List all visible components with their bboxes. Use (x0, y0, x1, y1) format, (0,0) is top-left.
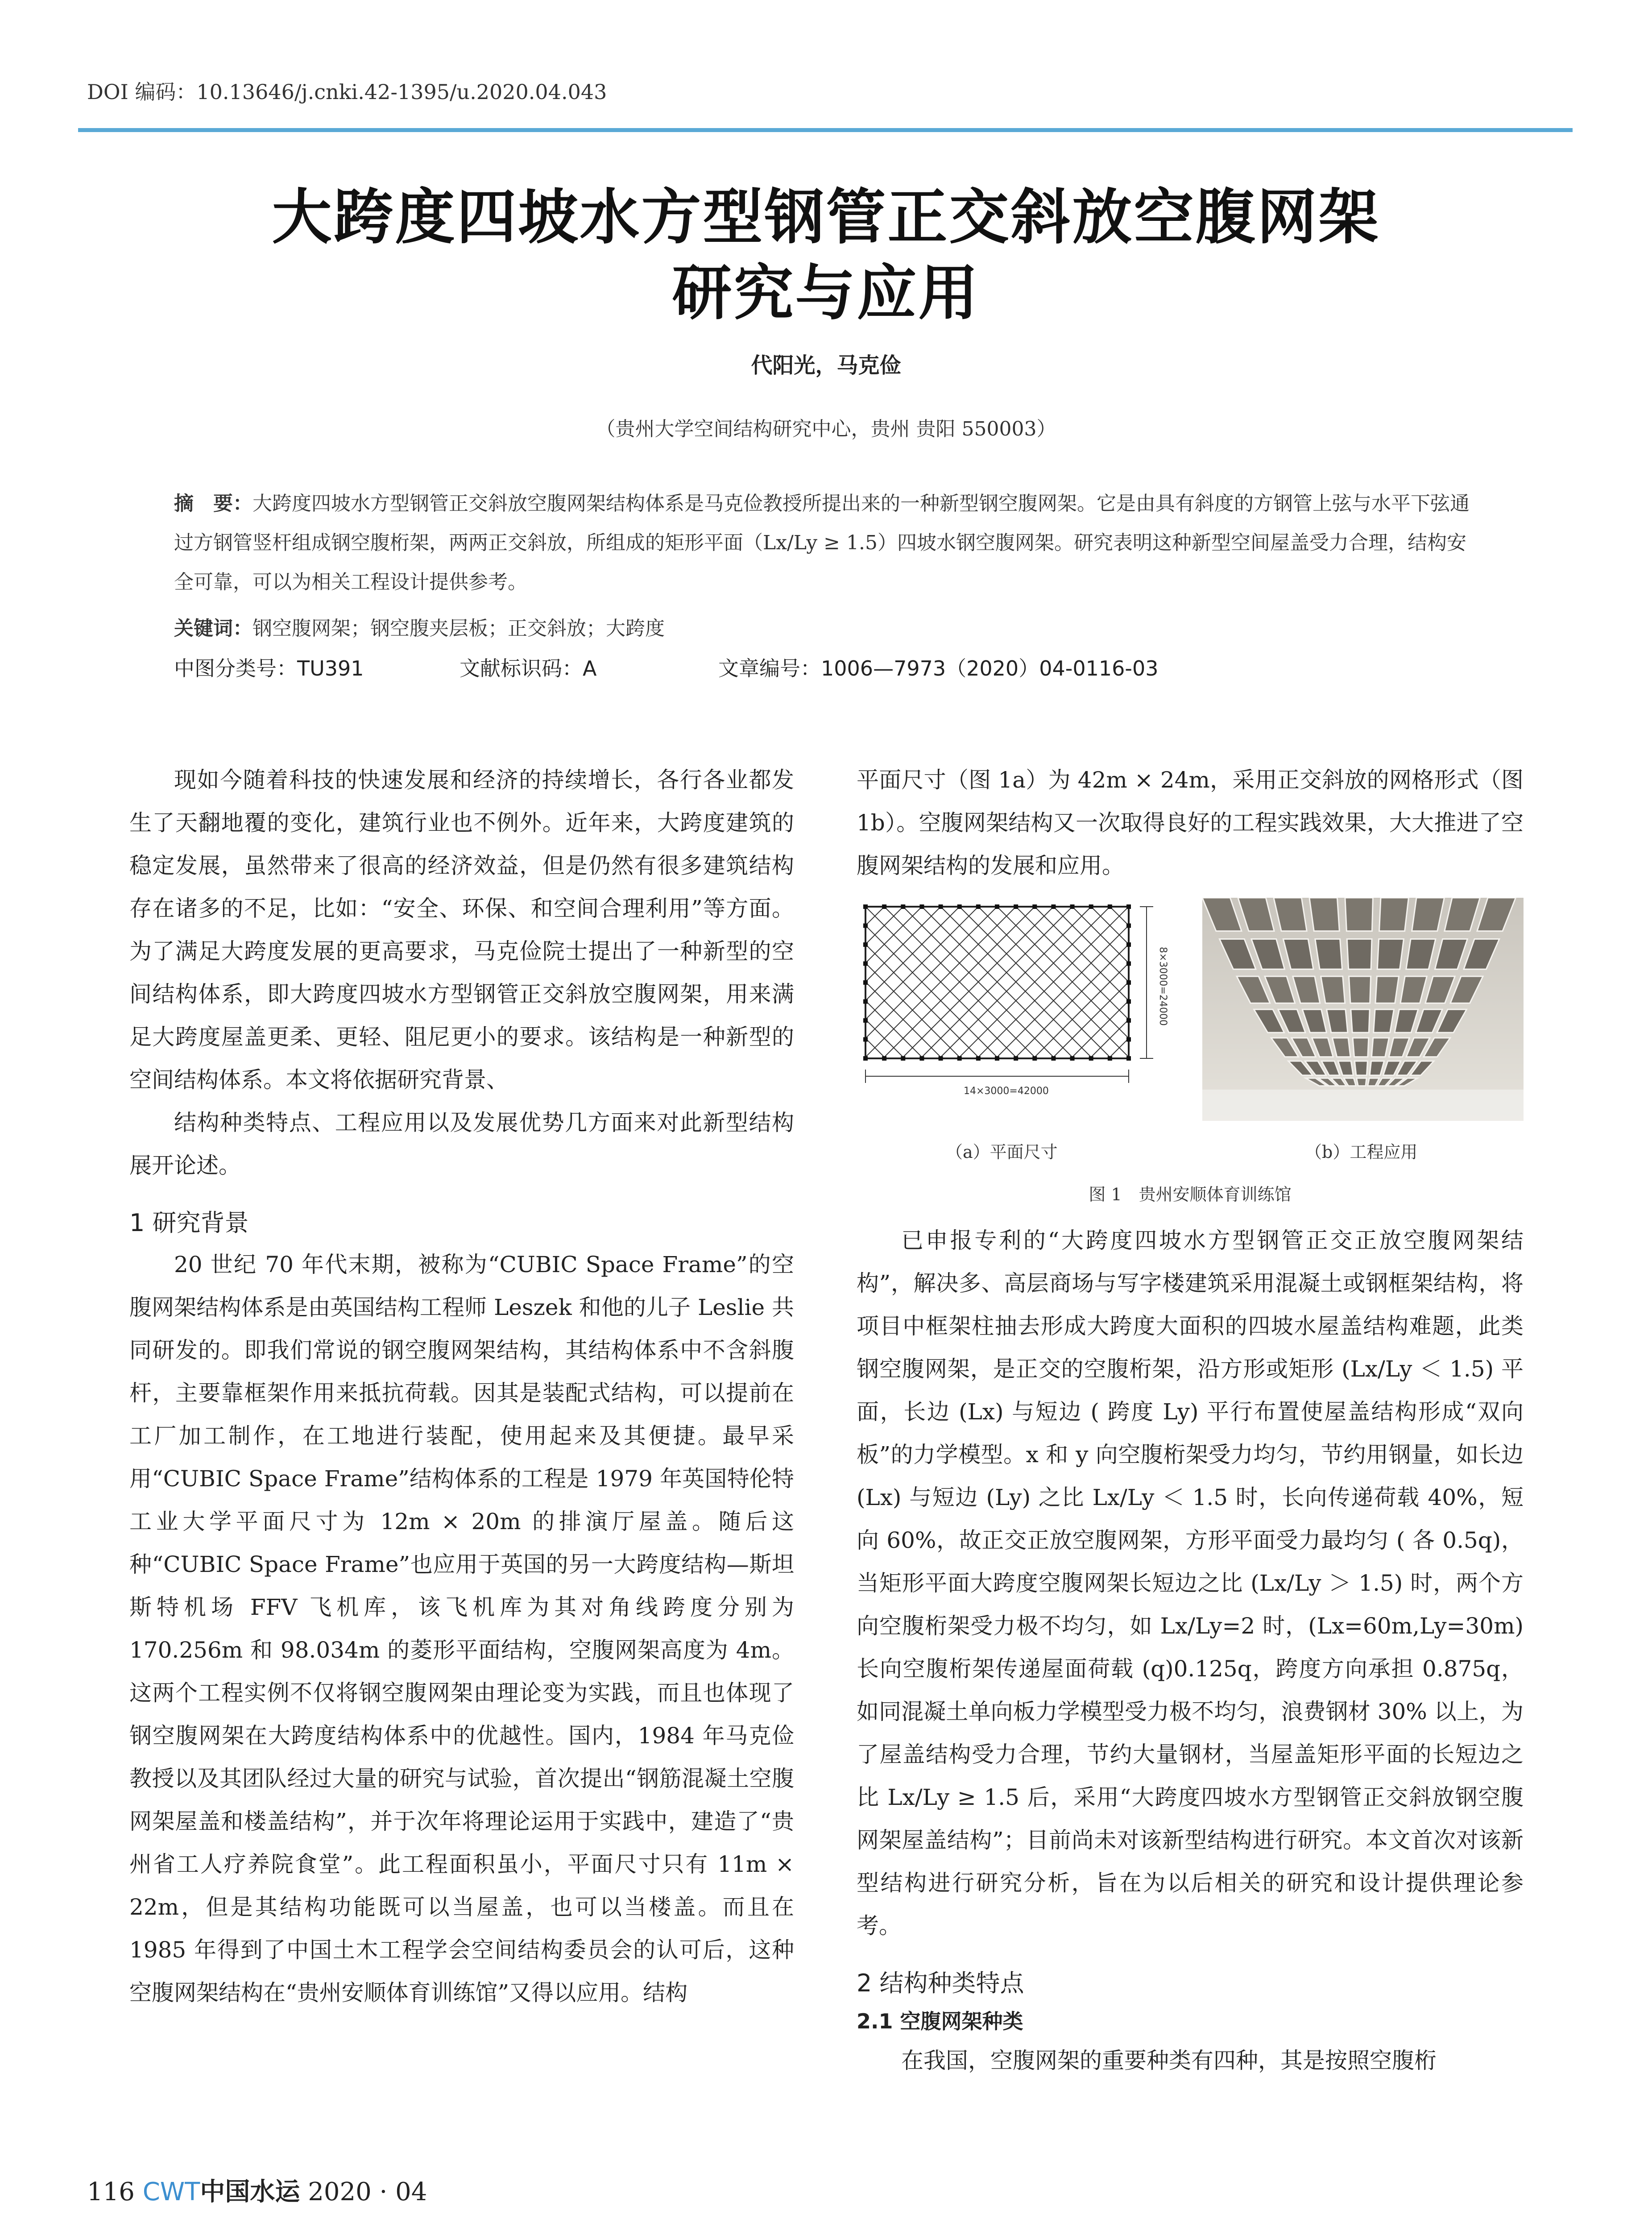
authors: 代阳光，马克俭 (751, 353, 901, 378)
grid-node (1032, 904, 1037, 909)
title-line-1: 大跨度四坡水方型钢管正交斜放空腹网架 (272, 182, 1380, 252)
grid-node (976, 904, 981, 909)
abstract-label: 摘 要： (174, 492, 253, 515)
grid-node (863, 980, 868, 985)
journal-logo-cwt: CWT (142, 2177, 200, 2206)
grid-diagonal-line (1014, 907, 1166, 1058)
grid-node (1126, 942, 1131, 947)
grid-node (863, 962, 868, 966)
grid-node (863, 1056, 868, 1061)
grid-node (1126, 1018, 1131, 1023)
section-1-heading: 1 研究背景 (129, 1209, 249, 1237)
grid-node (1126, 1056, 1131, 1061)
doi-code: DOI 编码：10.13646/j.cnki.42-1395/u.2020.04.043 (87, 80, 607, 104)
grid-node (901, 1056, 905, 1061)
header-rule (78, 128, 1573, 132)
grid-diagonal-line (1110, 907, 1182, 1058)
grid-node (957, 904, 962, 909)
ceiling-coffer (1353, 1038, 1369, 1057)
plan-dimension-drawing (857, 898, 1182, 1148)
grid-node (1089, 1056, 1093, 1061)
dimension-vertical: 8×3000=24000 (1157, 947, 1168, 1026)
abstract (174, 484, 1481, 602)
diagonal-grid (857, 907, 1182, 1058)
grid-node (1014, 904, 1018, 909)
grid-node (1070, 904, 1075, 909)
intro-paragraph-2: 结构种类特点、工程应用以及发展优势几方面来对此新型结构展开论述。 (129, 1110, 794, 1178)
grid-node (995, 904, 999, 909)
grid-diagonal-line (958, 907, 1110, 1058)
grid-diagonal-line (1129, 907, 1182, 1058)
grid-diagonal-line (922, 907, 1073, 1058)
grid-node (957, 1056, 962, 1061)
grid-diagonal-line (977, 907, 1129, 1058)
grid-node (901, 904, 905, 909)
section-1-paragraph-1: 20 世纪 70 年代末期，被称为“CUBIC Space Frame”的空腹网架结构体系是由英国结构工程师 Leszek 和他的儿子 Leslie 共同研发的。即我们常说的钢空腹网架结构，其结构体系中不含斜腹杆，主要靠框架作用来抵抗荷载。因其是装配式结构，可以提前在工厂加工制作，在工地进行装配，使用起来及其便捷。最早采用“CUBIC Space Frame”结构体系的工程是 1979 年英国特伦特工业大学平面尺寸为 12m × 20m 的排演厅屋盖。随后这种“CUBIC Space Frame”也应用于英国的另一大跨度结构—斯坦斯特机场 FFV 飞机库，该飞机库为其对角线跨度分别为 170.256m 和 98.034m 的菱形平面结构，空腹网架高度为 4m。这两个工程实例不仅将钢空腹网架由理论变为实践，而且也体现了钢空腹网架在大跨度结构体系中的优越性。国内，1984 年马克俭教授以及其团队经过大量的研究与试验，首次提出“钢筋混凝土空腹网架屋盖和楼盖结构”，并于次年将理论运用于实践中，建造了“贵州省工人疗养院食堂”。此工程面积虽小，平面尺寸只有 11m × 22m，但是其结构功能既可以当屋盖，也可以当楼盖。而且在 1985 年得到了中国土木工程学会空间结构委员会的认可后，这种空腹网架结构在“贵州安顺体育训练馆”又得以应用。结构 (129, 1252, 794, 2006)
ceiling-coffer (1357, 1078, 1366, 1086)
affiliation: （贵州大学空间结构研究中心，贵州 贵阳 550003） (596, 418, 1056, 440)
figure-caption: 图 1 贵州安顺体育训练馆 (1089, 1185, 1292, 1204)
section-2-1-heading: 2.1 空腹网架种类 (857, 2009, 1023, 2033)
grid-node (1014, 1056, 1018, 1061)
grid-node (863, 904, 868, 909)
title-line-2: 研究与应用 (672, 257, 980, 328)
left-column (129, 759, 794, 2014)
construction-photo (1202, 898, 1524, 1121)
grid-node (939, 1056, 943, 1061)
grid-diagonal-line (903, 907, 1055, 1058)
grid-diagonal-line (884, 907, 1036, 1058)
grid-node (919, 904, 924, 909)
grid-node (882, 904, 886, 909)
section-1-paragraph-2: 已申报专利的“大跨度四坡水方型钢管正交正放空腹网架结构”，解决多、高层商场与写字楼建筑采用混凝土或钢框架结构，将项目中框架柱抽去形成大跨度大面积的四坡水屋盖结构难题，此类钢空腹网架，是正交的空腹桁架，沿方形或矩形 (Lx/Ly ＜ 1.5) 平面，长边 (Lx) 与短边 ( 跨度 Ly) 平行布置使屋盖结构形成“双向板”的力学模型。x 和 y 向空腹桁架受力均匀，节约用钢量，如长边 (Lx) 与短边 (Ly) 之比 Lx/Ly ＜ 1.5 时，长向传递荷载 40%，短向 60%，故正交正放空腹网架，方形平面受力最均匀 ( 各 0.5q)，当矩形平面大跨度空腹网架长短边之比 (Lx/Ly ＞ 1.5) 时，两个方向空腹桁架受力极不均匀，如 Lx/Ly=2 时，(Lx=60m,Ly=30m) 长向空腹桁架传递屋面荷载 (q)0.125q，跨度方向承担 0.875q，如同混凝土单向板力学模型受力极不均匀，浪费钢材 30% 以上，为了屋盖结构受力合理，节约大量钢材，当屋盖矩形平面的长短边之比 Lx/Ly ≥ 1.5 后，采用“大跨度四坡水方型钢管正交斜放钢空腹网架屋盖结构”；目前尚未对该新型结构进行研究。本文首次对该新型结构进行研究分析，旨在为以后相关的研究和设计提供理论参考。 (857, 1227, 1524, 1939)
journal-issue: 2020 · 04 (308, 2177, 427, 2206)
ceiling-coffer (1347, 939, 1372, 969)
plan-outline (865, 907, 1129, 1058)
grid-diagonal-line (940, 907, 1091, 1058)
grid-node (1051, 1056, 1056, 1061)
keywords-text: 钢空腹网架；钢空腹夹层板；正交斜放；大跨度 (253, 617, 665, 640)
grid-diagonal-line (996, 907, 1147, 1058)
grid-node (1126, 980, 1131, 985)
grid-node (1070, 1056, 1075, 1061)
grid-diagonal-line (997, 907, 1149, 1058)
subcaption-a: （a）平面尺寸 (946, 1142, 1058, 1162)
grid-node (919, 1056, 924, 1061)
page-number: 116 (87, 2177, 135, 2206)
ceiling-coffer (1379, 898, 1409, 931)
page-footer (87, 2172, 427, 2208)
grid-node (882, 1056, 886, 1061)
ceiling-coffer (1345, 898, 1373, 931)
grid-diagonal-line (883, 907, 1035, 1058)
ceiling-coffer (1309, 898, 1339, 931)
grid-node (1108, 1056, 1112, 1061)
grid-node (1051, 904, 1056, 909)
grid-node (1032, 1056, 1037, 1061)
grid-diagonal-line (1016, 907, 1168, 1058)
grid-node (976, 1056, 981, 1061)
grid-node (863, 999, 868, 1004)
article-number: 文章编号：1006—7973（2020）04-0116-03 (718, 656, 1159, 680)
grid-diagonal-line (1109, 907, 1182, 1058)
grid-diagonal-line (978, 907, 1130, 1058)
section-2-heading: 2 结构种类特点 (857, 1969, 1024, 1997)
document-code: 文献标识码：A (460, 656, 597, 680)
grid-diagonal-line (902, 907, 1053, 1058)
grid-diagonal-line (941, 907, 1093, 1058)
grid-node (1126, 999, 1131, 1004)
grid-node (995, 1056, 999, 1061)
grid-node (1089, 904, 1093, 909)
grid-node (1126, 924, 1131, 928)
grid-node (1126, 1037, 1131, 1042)
ceiling-coffer (1375, 976, 1399, 1003)
grid-node (863, 1037, 868, 1042)
ceiling-coffer (1349, 976, 1371, 1003)
ceiling-coffer (1315, 939, 1342, 969)
grid-node (1108, 904, 1112, 909)
keywords-label: 关键词： (174, 617, 253, 640)
grid-node (863, 1018, 868, 1023)
clc-number: 中图分类号：TU391 (174, 656, 364, 680)
grid-node (1126, 904, 1131, 909)
abstract-text: 大跨度四坡水方型钢管正交斜放空腹网架结构体系是马克俭教授所提出来的一种新型钢空腹网架。它是由具有斜度的方钢管上弦与水平下弦通过方钢管竖杆组成钢空腹桁架，两两正交斜放，所组成的矩形平面（Lx/Ly ≥ 1.5）四坡水钢空腹网架。研究表明这种新型空间屋盖受力合理，结构安全可靠，可以为相关工程设计提供参考。 (174, 492, 1470, 593)
subcaption-b: （b）工程应用 (1305, 1142, 1418, 1162)
ceiling-coffer (1374, 1009, 1394, 1033)
grid-node (863, 942, 868, 947)
section-2-1-paragraph-1: 在我国，空腹网架的重要种类有四种，其是按照空腹桁 (901, 2048, 1437, 2073)
grid-diagonal-line (960, 907, 1111, 1058)
grid-diagonal-line (1127, 907, 1182, 1058)
intro-paragraph-1: 现如今随着科技的快速发展和经济的持续增长，各行各业都发生了天翻地覆的变化，建筑行业也不例外。近年来，大跨度建筑的稳定发展，虽然带来了很高的经济效益，但是仍然有很多建筑结构存在诸多的不足，比如：“安全、环保、和空间合理利用”等方面。为了满足大跨度发展的更高要求，马克俭院士提出了一种新型的空间结构体系，即大跨度四坡水方型钢管正交斜放空腹网架，用来满足大跨度屋盖更柔、更轻、阻尼更小的要求。该结构是一种新型的空间结构体系。本文将依据研究背景、 (129, 767, 794, 1093)
grid-node (939, 904, 943, 909)
right-column (857, 759, 1524, 2082)
grid-node (1126, 962, 1131, 966)
journal-name: 中国水运 (200, 2177, 300, 2206)
ceiling-coffer (1351, 1009, 1370, 1033)
ceiling-coffer (1377, 939, 1404, 969)
keywords (174, 612, 1481, 641)
figure-1 (857, 898, 1524, 1219)
section-1-paragraph-1-continued: 平面尺寸（图 1a）为 42m × 24m，采用正交斜放的网格形式（图 1b）。空腹网架结构又一次取得良好的工程实践效果，大大推进了空腹网架结构的发展和应用。 (857, 767, 1524, 879)
grid-node (863, 924, 868, 928)
grid-diagonal-line (865, 907, 1017, 1058)
ceiling-coffer (1354, 1061, 1367, 1075)
grid-diagonal-line (921, 907, 1072, 1058)
dimension-horizontal: 14×3000=42000 (964, 1086, 1049, 1097)
ceiling-coffer (1321, 976, 1345, 1003)
grid-diagonal-line (864, 907, 1016, 1058)
